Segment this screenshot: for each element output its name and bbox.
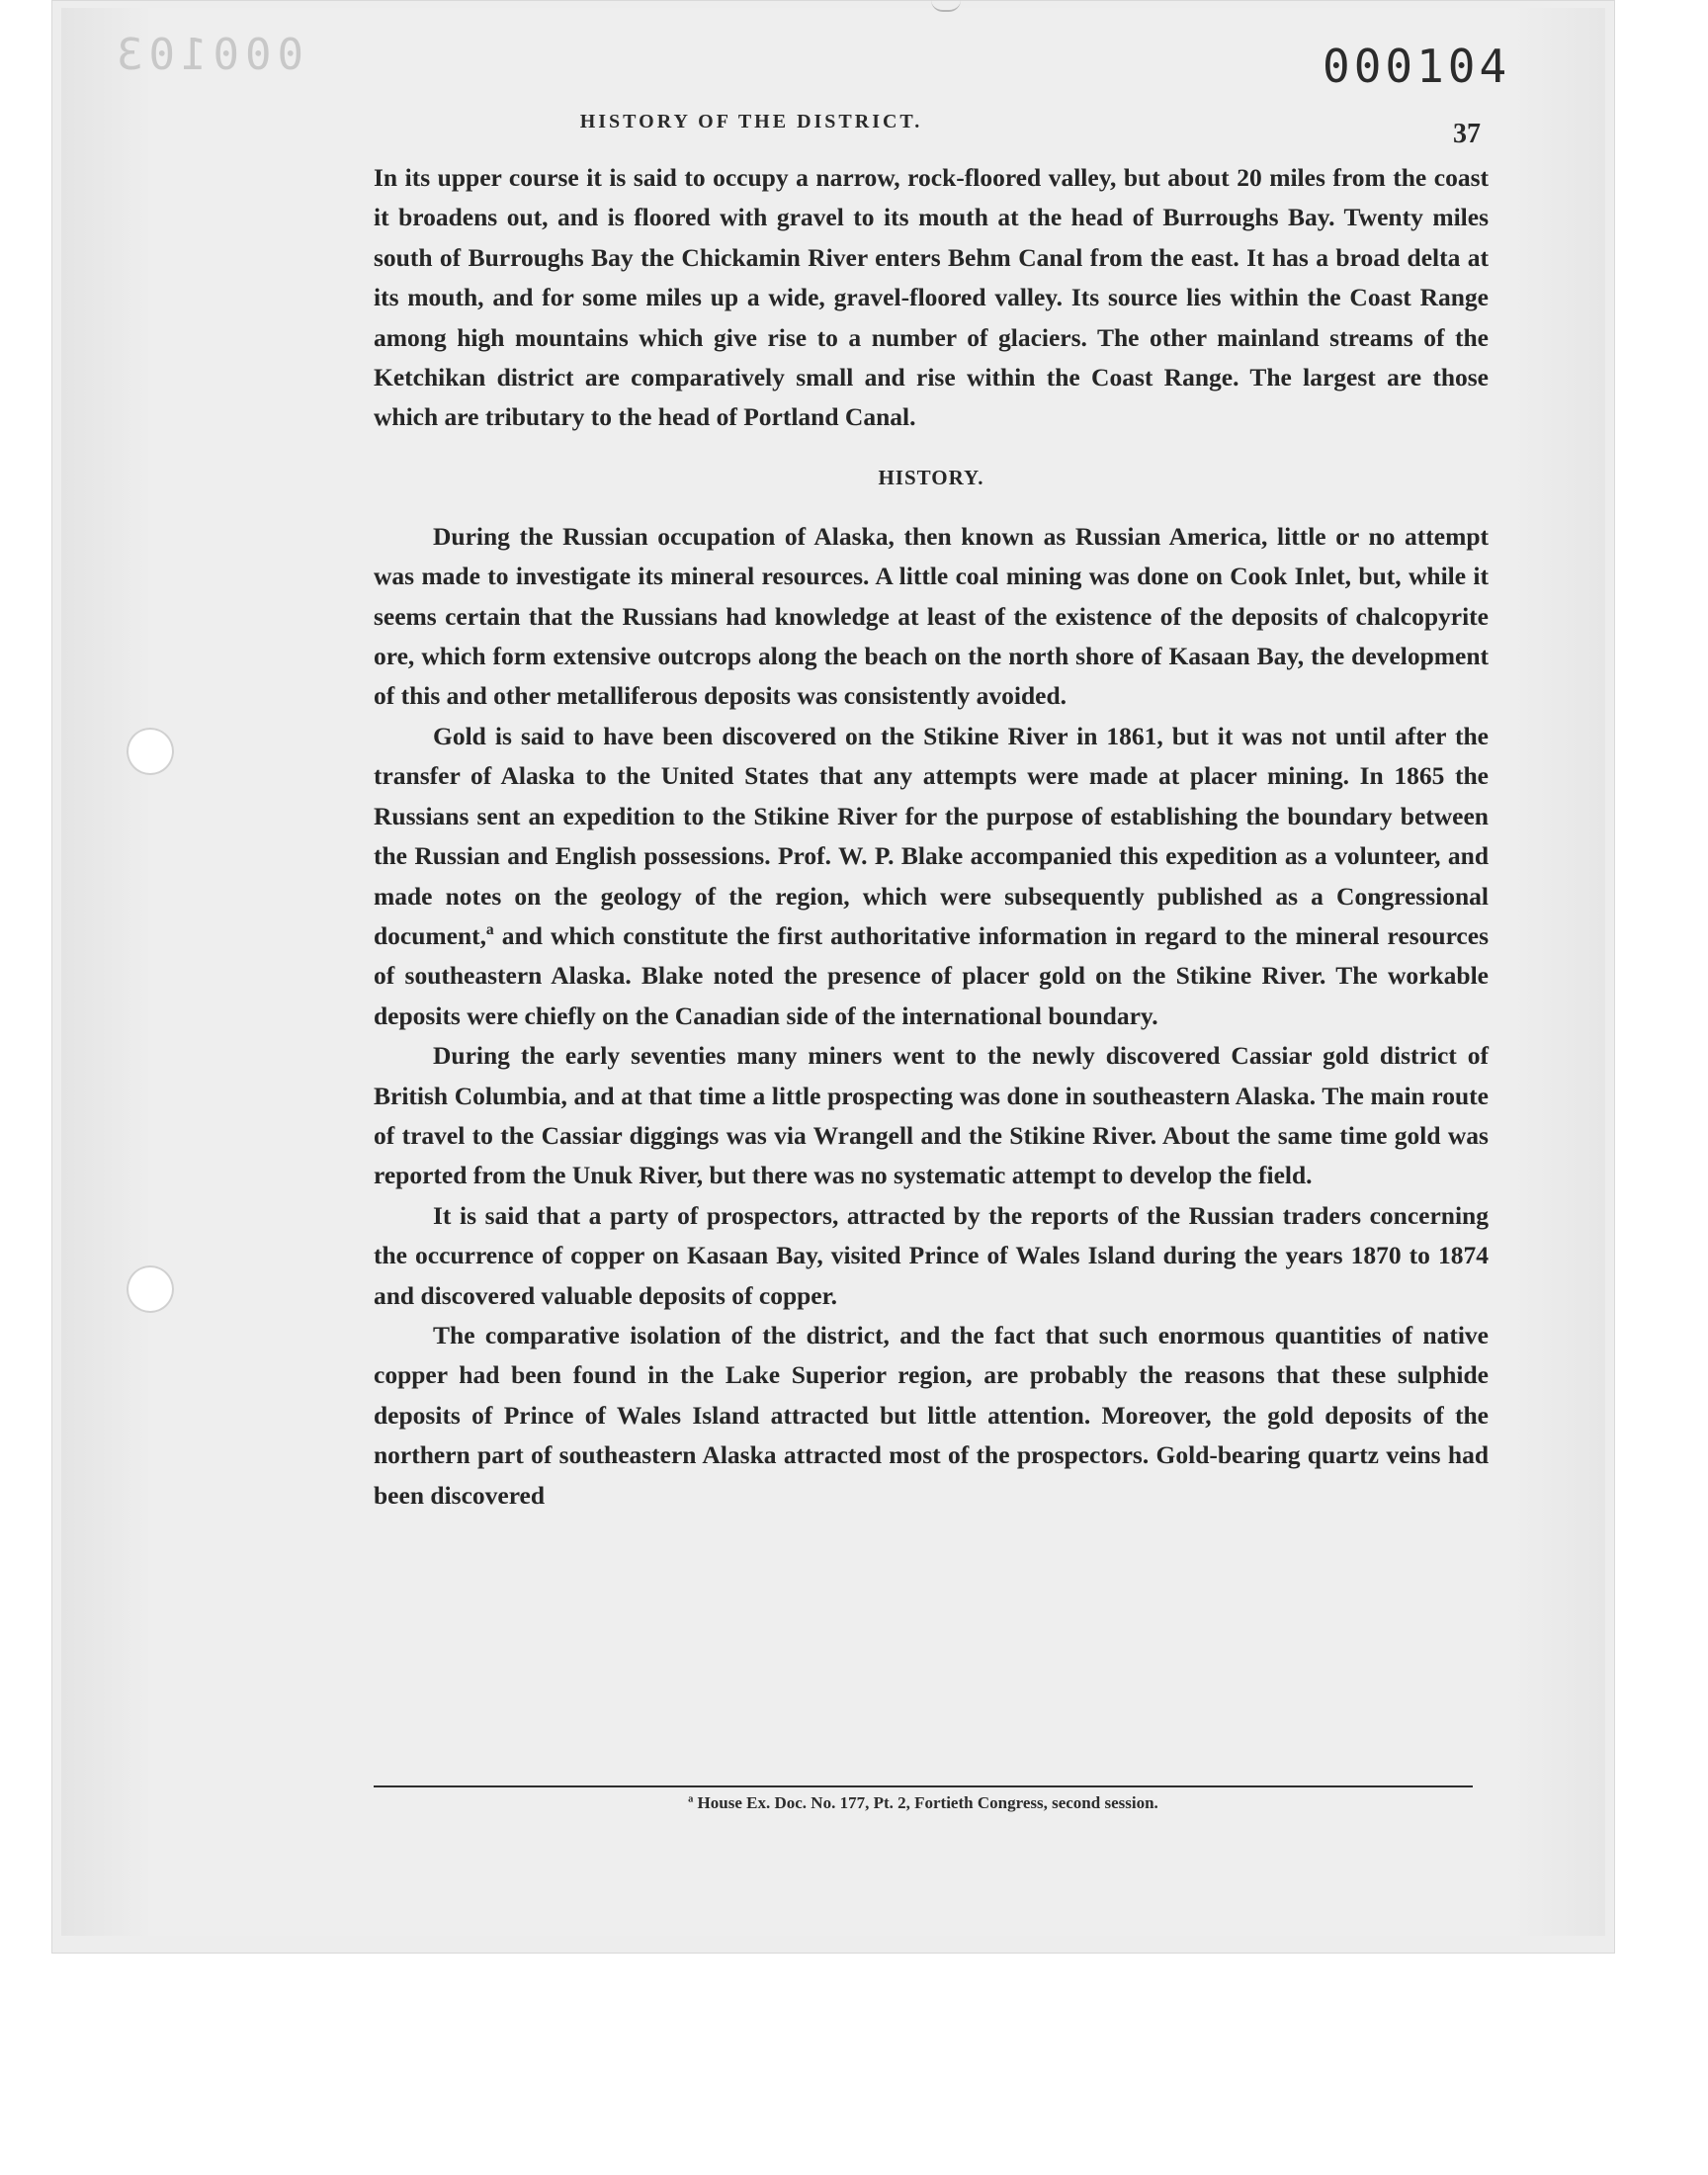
punch-hole-bottom <box>127 1265 174 1313</box>
footnote: ª House Ex. Doc. No. 177, Pt. 2, Fortieth Congress, second session. <box>688 1793 1158 1812</box>
bleed-through-stamp-number: 000103 <box>111 30 303 80</box>
stamp-number: 000104 <box>1323 40 1511 93</box>
paragraph: It is said that a party of prospectors, attracted by the reports of the Russian traders concerning the occurrence of copper on Kasaan Bay, visited Prince of Wales Island during the years 1870 to 1874 and discovered valuable deposits of copper. <box>374 1200 1489 1310</box>
paragraph: During the Russian occupation of Alaska, then known as Russian America, little or no attempt was made to investigate its mineral resources. A little coal mining was done on Cook Inlet, but, while it seems certain that the Russians had knowledge at least of the existence of the deposits of chalcopyrite ore, which form extensive outcrops along the beach on the north shore of Kasaan Bay, the development of this and other metalliferous deposits was consistently avoided. <box>374 521 1489 711</box>
section-heading: HISTORY. <box>878 465 984 489</box>
paragraph: The comparative isolation of the district, and the fact that such enormous quantities of native copper had been found in the Lake Superior region, are probably the reasons that these sulphide deposits of Prince of Wales Island attracted but little attention. Moreover, the gold deposits of the northern part of southeastern Alaska attracted most of the prospectors. Gold-bearing quartz veins had been discovered <box>374 1320 1489 1510</box>
punch-hole-top <box>127 728 174 775</box>
paragraph: Gold is said to have been discovered on the Stikine River in 1861, but it was not until after the transfer of Alaska to the United States that any attempts were made at placer mining. In 1865 the Russians sent an expedition to the Stikine River for the purpose of establishing the boundary between the Russian and English possessions. Prof. W. P. Blake accompanied this expedition as a volunteer, and made notes on the geology of the region, which were subsequently published as a Congressional document,ª and which constitute the first authoritative information in regard to the mineral resources of southeastern Alaska. Blake noted the presence of placer gold on the Stikine River. The workable deposits were chiefly on the Canadian side of the international boundary. <box>374 721 1489 1030</box>
footnote-rule <box>374 1785 1473 1787</box>
paragraph: During the early seventies many miners went to the newly discovered Cassiar gold district of British Columbia, and at that time a little prospecting was done in southeastern Alaska. The main route of travel to the Cassiar diggings was via Wrangell and the Stikine River. About the same time gold was reported from the Unuk River, but there was no systematic attempt to develop the field. <box>374 1041 1489 1190</box>
running-head: HISTORY OF THE DISTRICT. <box>579 111 923 132</box>
page-number: 37 <box>1453 119 1481 149</box>
paragraph-continued: In its upper course it is said to occupy a narrow, rock-floored valley, but about 20 miles from the coast it broadens out, and is floored with gravel to its mouth at the head of Burroughs Bay. Twenty miles south of Burroughs Bay the Chickamin River enters Behm Canal from the east. It has a broad delta at its mouth, and for some miles up a wide, gravel-floored valley. Its source lies within the Coast Range among high mountains which give rise to a number of glaciers. The other mainland streams of the Ketchikan district are comparatively small and rise within the Coast Range. The largest are those which are tributary to the head of Portland Canal. <box>374 163 1489 432</box>
body-text <box>374 158 1489 1516</box>
